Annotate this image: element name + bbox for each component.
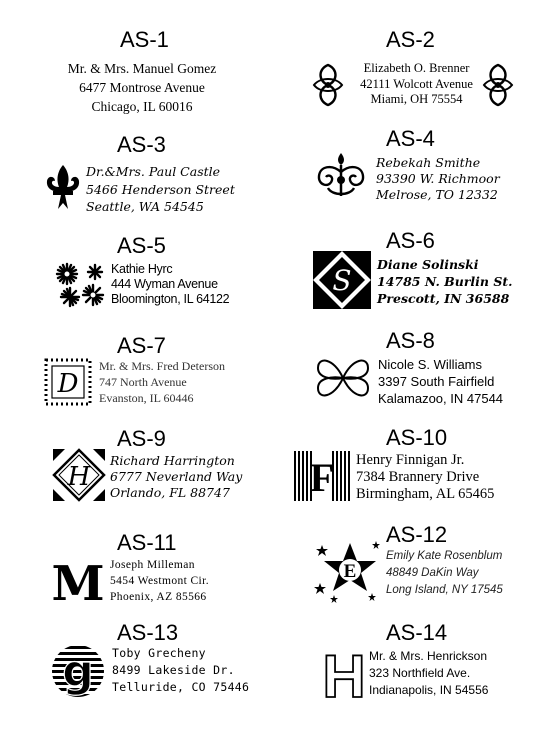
diamond-frame-monogram-icon — [51, 447, 107, 503]
design-code: AS-14 — [386, 620, 448, 645]
address-line: Indianapolis, IN 54556 — [369, 683, 489, 697]
block-monogram-icon — [51, 556, 105, 612]
monogram-letter: S — [332, 264, 352, 297]
address-line: Melrose, TO 12332 — [376, 187, 498, 202]
address-line: Phoenix, AZ 85566 — [110, 591, 207, 603]
address-line: 444 Wyman Avenue — [111, 277, 218, 291]
address-block — [111, 262, 229, 307]
flower-bursts-icon — [55, 262, 105, 308]
design-code: AS-1 — [120, 27, 169, 52]
design-code: AS-7 — [117, 333, 166, 358]
design-code: AS-11 — [117, 530, 177, 555]
scroll-flourish-left-icon — [310, 63, 346, 107]
design-code: AS-8 — [386, 328, 435, 353]
address-block — [349, 61, 484, 108]
design-code: AS-4 — [386, 126, 435, 151]
address-block — [376, 155, 500, 203]
design-code: AS-12 — [386, 522, 448, 547]
address-line: Seattle, WA 54545 — [86, 199, 204, 214]
address-line: Diane Solinski — [377, 257, 479, 272]
design-code: AS-5 — [117, 233, 166, 258]
address-line: Nicole S. Williams — [378, 357, 483, 372]
address-line: Henry Finnigan Jr. — [356, 452, 465, 468]
address-line: Mr. & Mrs. Henrickson — [369, 649, 488, 663]
address-line: 7384 Brannery Drive — [356, 469, 480, 485]
design-code: AS-2 — [386, 27, 435, 52]
diamond-monogram-icon — [311, 249, 373, 311]
dotted-frame-monogram-icon — [43, 357, 93, 407]
address-line: Miami, OH 75554 — [370, 92, 463, 106]
design-code: AS-3 — [117, 132, 166, 157]
looped-knot-icon — [314, 352, 372, 404]
address-line: Evanston, IL 60446 — [99, 391, 194, 405]
address-block — [356, 452, 494, 503]
design-code: AS-13 — [117, 620, 179, 645]
address-line: 3397 South Fairfield — [378, 374, 495, 389]
address-line: Dr.&Mrs. Paul Castle — [86, 164, 221, 179]
ornamental-crest-icon — [314, 150, 368, 200]
outline-monogram-icon — [322, 643, 366, 710]
address-block — [56, 59, 228, 116]
address-block — [99, 358, 225, 406]
address-block — [386, 548, 503, 599]
address-line: Long Island, NY 17545 — [386, 584, 503, 596]
address-line: Emily Kate Rosenblum — [386, 550, 503, 562]
address-line: Bloomington, IL 64122 — [111, 292, 230, 306]
address-line: Prescott, IN 36588 — [377, 291, 510, 306]
address-line: Rebekah Smithe — [376, 155, 481, 170]
scroll-flourish-right-icon — [480, 63, 516, 107]
address-line: 5466 Henderson Street — [86, 181, 235, 197]
monogram-letter: H — [322, 643, 366, 710]
address-block — [112, 645, 249, 696]
monogram-letter: D — [57, 369, 79, 399]
address-line: Mr. & Mrs. Manuel Gomez — [67, 61, 217, 76]
address-line: Joseph Milleman — [110, 559, 195, 571]
star-monogram-icon — [314, 539, 382, 603]
design-code: AS-6 — [386, 228, 435, 253]
address-line: Elizabeth O. Brenner — [363, 61, 470, 75]
address-line: Kalamazoo, IN 47544 — [378, 391, 504, 406]
address-block — [110, 453, 242, 501]
address-line: 48849 DaKin Way — [386, 567, 479, 579]
address-line: 6477 Montrose Avenue — [79, 80, 205, 95]
monogram-letter: H — [67, 462, 91, 492]
address-line: Richard Harrington — [110, 453, 235, 468]
striped-block-monogram-icon — [294, 451, 350, 501]
address-line: Mr. & Mrs. Fred Deterson — [99, 359, 225, 373]
address-line: Chicago, IL 60016 — [91, 99, 193, 114]
address-line: Telluride, CO 75446 — [112, 680, 250, 694]
address-block — [369, 648, 488, 699]
address-line: 323 Northfield Ave. — [369, 666, 471, 680]
address-line: 42111 Wolcott Avenue — [360, 76, 473, 91]
monogram-letter: F — [309, 455, 335, 500]
address-line: 6777 Neverland Way — [110, 469, 243, 484]
address-block — [110, 557, 209, 605]
address-line: Orlando, FL 88747 — [110, 485, 230, 500]
design-code: AS-10 — [386, 425, 448, 450]
monogram-letter: E — [343, 561, 357, 582]
monogram-letter: g — [62, 646, 94, 697]
address-block — [377, 256, 513, 307]
striped-circle-monogram-icon — [51, 644, 105, 698]
design-code: AS-9 — [117, 426, 166, 451]
address-block — [86, 163, 235, 216]
address-line: 8499 Lakeside Dr. — [112, 663, 235, 677]
address-line: 93390 W. Richmoor — [376, 171, 500, 186]
monogram-letter: M — [51, 556, 105, 612]
address-line: 5454 Westmont Cir. — [110, 575, 210, 587]
address-line: Kathie Hyrc — [111, 262, 173, 276]
address-line: Toby Grecheny — [112, 646, 206, 660]
address-line: 747 North Avenue — [99, 375, 187, 389]
address-block — [378, 356, 503, 407]
address-line: Birmingham, AL 65465 — [356, 486, 495, 502]
address-line: 14785 N. Burlin St. — [377, 274, 513, 289]
fleur-de-lis-icon — [44, 163, 82, 211]
